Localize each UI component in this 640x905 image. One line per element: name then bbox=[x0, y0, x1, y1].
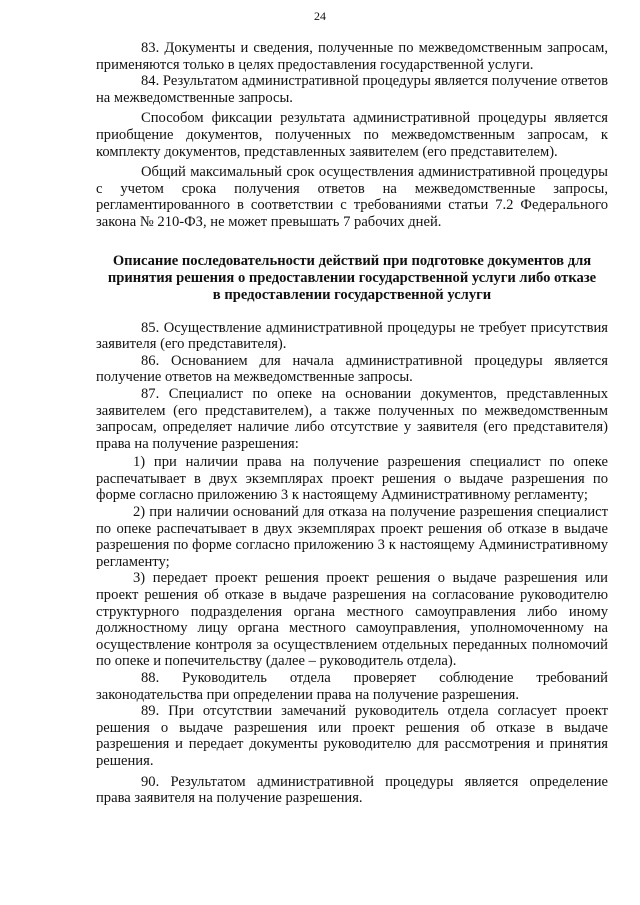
section-heading-line-3: в предоставлении государственной услуги bbox=[212, 286, 492, 303]
paragraph-90: 90. Результатом административной процедуры является определение права заявителя на получение разрешения. bbox=[96, 773, 608, 807]
paragraph-83: 83. Документы и сведения, полученные по межведомственным запросам, применяются только в целях предоставления государственной услуги. bbox=[96, 40, 608, 73]
paragraph-fixation-method: Способом фиксации результата административной процедуры является приобщение документов, полученных по межведомственным запросам, к комплекту документов, представленных заявителем (его представителем). bbox=[96, 110, 608, 160]
section-heading-line-2: принятия решения о предоставлении государственной услуги либо отказе bbox=[107, 269, 597, 286]
paragraph-84: 84. Результатом административной процедуры является получение ответов на межведомственные запросы. bbox=[96, 73, 608, 106]
paragraph-89: 89. При отсутствии замечаний руководитель отдела согласует проект решения о выдаче разрешения или проект решения об отказе в выдаче разрешения и передает документы руководителю для рассмотрения и принятия решения. bbox=[96, 703, 608, 769]
paragraph-87: 87. Специалист по опеке на основании документов, представленных заявителем (его представителем), а также полученных по межведомственным запросам, определяет наличие либо отсутствие у заявителя (его представителя) права на получение разрешения: bbox=[96, 385, 608, 452]
page-number: 24 bbox=[314, 9, 326, 23]
paragraph-87-item-1: 1) при наличии права на получение разрешения специалист по опеке распечатывает в двух экземплярах проект решения о выдаче разрешения по форме согласно приложению 3 к настоящему Административному регламенту; bbox=[96, 454, 608, 504]
paragraph-87-item-3: 3) передает проект решения проект решения о выдаче разрешения или проект решения об отказе в выдаче разрешения на согласование руководителю структурного подразделения органа местного самоуправления либо иному должностному лицу органа местного самоуправления, уполномоченному на осуществление контроля за осуществлением отдельных переданных полномочий по опеке и попечительству (далее – руководитель отдела). bbox=[96, 570, 608, 670]
paragraph-87-item-2: 2) при наличии оснований для отказа на получение разрешения специалист по опеке распечатывает в двух экземплярах проект решения об отказе в выдаче разрешения по форме согласно приложению 3 к настоящему Административному регламенту; bbox=[96, 504, 608, 570]
paragraph-86: 86. Основанием для начала административной процедуры является получение ответов на межведомственные запросы. bbox=[96, 352, 608, 386]
page-content bbox=[96, 40, 608, 807]
paragraph-85: 85. Осуществление административной процедуры не требует присутствия заявителя (его представителя). bbox=[96, 319, 608, 353]
section-heading bbox=[96, 253, 608, 304]
paragraph-88: 88. Руководитель отдела проверяет соблюдение требований законодательства при определении права на получение разрешения. bbox=[96, 670, 608, 703]
paragraph-max-term: Общий максимальный срок осуществления административной процедуры с учетом срока получения ответов на межведомственные запросы, регламентированного в соответствии с требованиями статьи 7.2 Федерального закона № 210-ФЗ, не может превышать 7 рабочих дней. bbox=[96, 164, 608, 230]
section-heading-line-1: Описание последовательности действий при подготовке документов для bbox=[112, 252, 592, 269]
